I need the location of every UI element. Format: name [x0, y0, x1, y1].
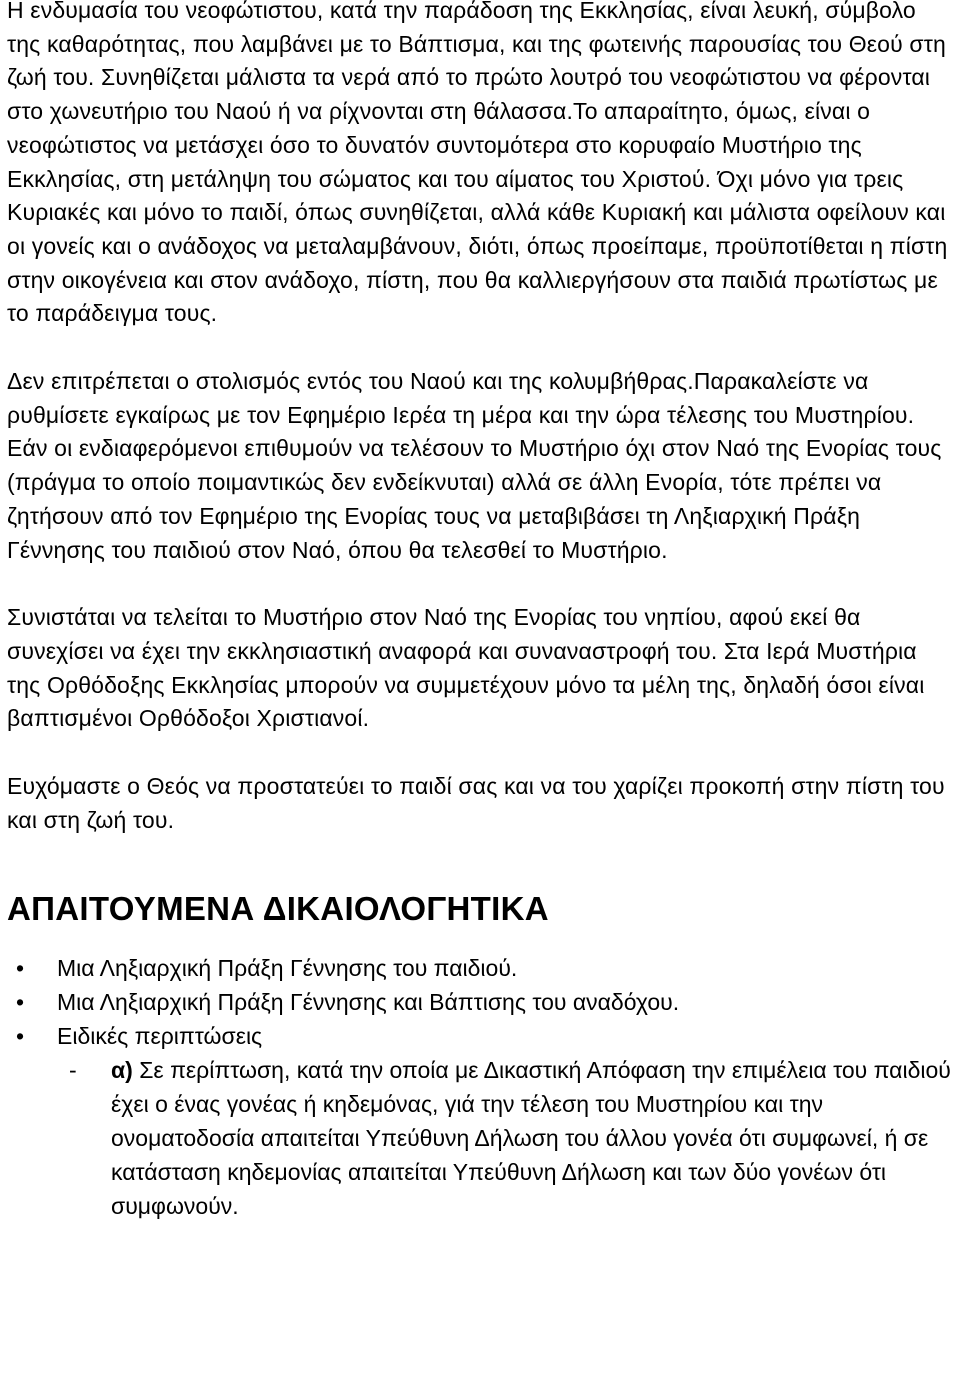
- requirement-text: Μια Ληξιαρχική Πράξη Γέννησης και Βάπτισης του αναδόχου.: [57, 989, 680, 1016]
- list-item: [7, 951, 955, 985]
- paragraph-decoration-rules: Δεν επιτρέπεται ο στολισμός εντός του Ναού και της κολυμβήθρας.Παρακαλείστε να ρυθμίσετε εγκαίρως με τον Εφημέριο Ιερέα τη μέρα και την ώρα τέλεσης του Μυστηρίου. Εάν οι ενδιαφερόμενοι επιθυμούν να τελέσουν το Μυστήριο όχι στον Ναό της Ενορίας τους (πράγμα το οποίο ποιμαντικώς δεν ενδείκνυται) αλλά σε άλλη Ενορία, τότε πρέπει να ζητήσουν από τον Εφημέριο της Ενορίας τους να μεταβιβάσει τη Ληξιαρχική Πράξη Γέννησης του παιδιού στον Ναό, όπου θα τελεσθεί το Μυστήριο.: [7, 368, 942, 563]
- paragraph-baptism-garment: Η ενδυμασία του νεοφώτιστου, κατά την παράδοση της Εκκλησίας, είναι λευκή, σύμβολο της καθαρότητας, που λαμβάνει με το Βάπτισμα, και της φωτεινής παρουσίας του Θεού στη ζωή του. Συνηθίζεται μάλιστα τα νερά από το πρώτο λουτρό του νεοφώτιστου να φέρονται στο χωνευτήριο του Ναού ή να ρίχνονται στη θάλασσα.Το απαραίτητο, όμως, είναι ο νεοφώτιστος να μετάσχει όσο το δυνατόν συντομότερα στο κορυφαίο Μυστήριο της Εκκλησίας, στη μετάληψη του σώματος και του αίματος του Χριστού. Όχι μόνο για τρεις Κυριακές και μόνο το παιδί, όπως συνηθίζεται, αλλά κάθε Κυριακή και μάλιστα οφείλουν και οι γονείς και ο ανάδοχος να μεταλαμβάνουν, διότι, όπως προείπαμε, προϋποτίθεται η πίστη στην οικογένεια και στον ανάδοχο, πίστη, που θα καλλιεργήσουν στα παιδιά πρωτίστως με το παράδειγμα τους.: [7, 0, 948, 327]
- bullet-icon: •: [16, 955, 25, 982]
- paragraph-blessing: Ευχόμαστε ο Θεός να προστατεύει το παιδί σας και να του χαρίζει προκοπή στην πίστη του και στη ζωή του.: [7, 773, 945, 833]
- bullet-icon: •: [16, 1023, 25, 1050]
- list-item: [7, 1019, 955, 1053]
- required-documents-heading: ΑΠΑΙΤΟΥΜΕΝΑ ΔΙΚΑΙΟΛΟΓΗΤΙΚΑ: [7, 890, 549, 928]
- requirements-list: [7, 951, 955, 1053]
- document-page: [7, 0, 955, 1223]
- special-case-item: [7, 1053, 955, 1223]
- requirement-text: Μια Ληξιαρχική Πράξη Γέννησης του παιδιού.: [57, 955, 518, 982]
- paragraph-parish-recommendation: Συνιστάται να τελείται το Μυστήριο στον Ναό της Ενορίας του νηπίου, αφού εκεί θα συνεχίσει να έχει την εκκλησιαστική αναφορά και συναναστροφή του. Στα Ιερά Μυστήρια της Ορθόδοξης Εκκλησίας μπορούν να συμμετέχουν μόνο τα μέλη της, δηλαδή όσοι είναι βαπτισμένοι Ορθόδοξοι Χριστιανοί.: [7, 604, 925, 732]
- list-item: [7, 985, 955, 1019]
- requirement-text: Ειδικές περιπτώσεις: [57, 1023, 263, 1050]
- special-case-label: α): [111, 1057, 133, 1084]
- bullet-icon: •: [16, 989, 25, 1016]
- special-case-text: Σε περίπτωση, κατά την οποία με Δικαστική Απόφαση την επιμέλεια του παιδιού έχει ο ένας γονέας ή κηδεμόνας, γιά την τέλεση του Μυστηρίου και την ονοματοδοσία απαιτείται Υπεύθυνη Δήλωση του άλλου γονέα ότι συμφωνεί, ή σε κατάσταση κηδεμονίας απαιτείται Υπεύθυνη Δήλωση και των δύο γονέων ότι συμφωνούν.: [111, 1057, 951, 1220]
- dash-icon: -: [69, 1057, 77, 1084]
